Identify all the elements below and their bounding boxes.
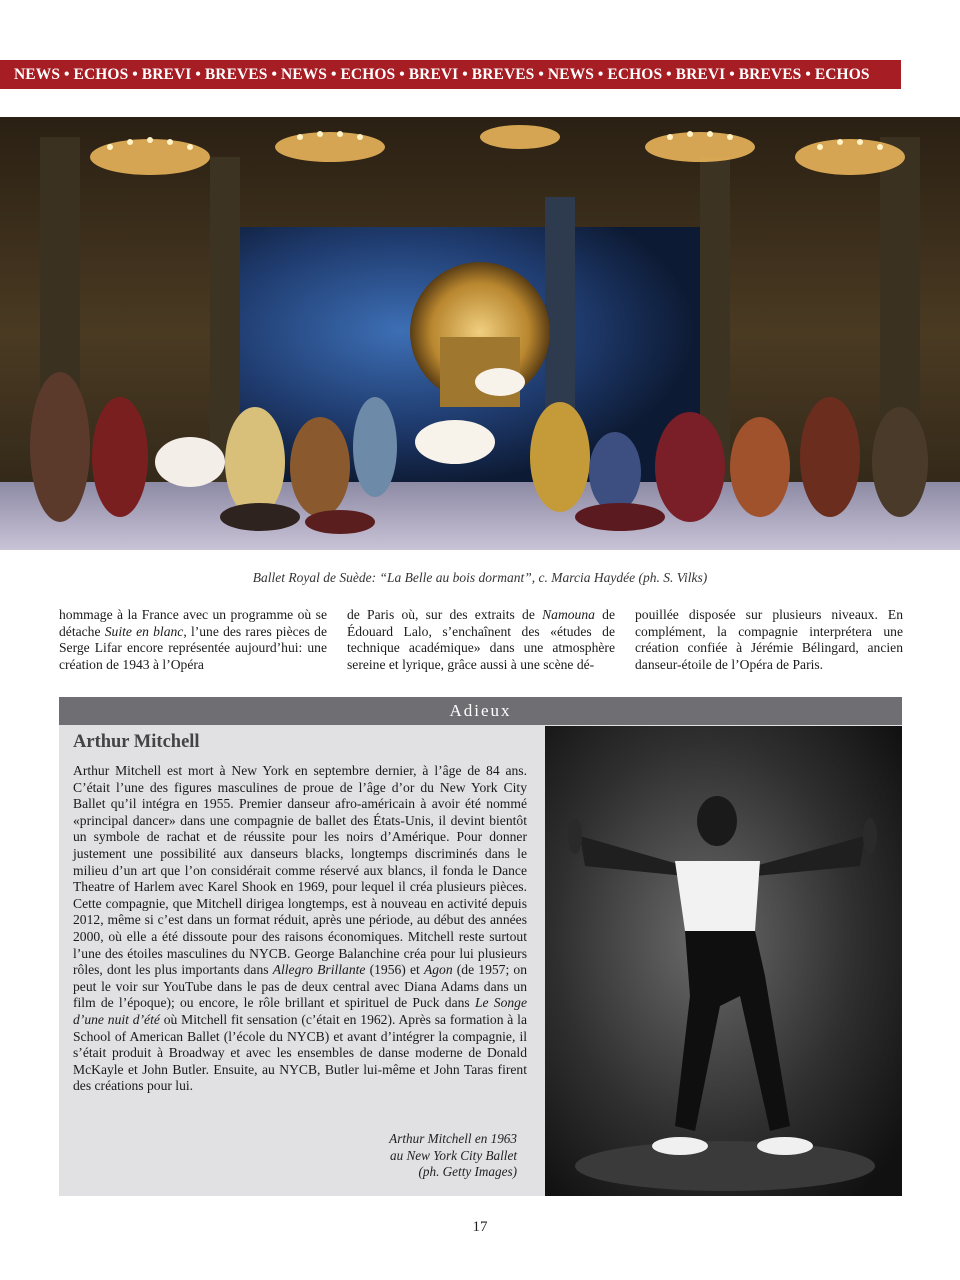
article-column-3: pouillée disposée sur plusieurs niveaux. En complément, la compagnie interprétera une création confiée à Jérémie Bélingard, ancien danseur-étoile de l’Opéra de Paris. — [635, 607, 903, 672]
obituary-title: Arthur Mitchell — [73, 732, 200, 752]
work-title: Le Songe d’une nuit d’été — [73, 995, 527, 1027]
work-title: Namouna — [542, 607, 595, 622]
dancer-portrait-photo — [545, 726, 902, 1196]
text-run: (de 1957; on peut le voir sur YouTube dans le pas de deux central avec Diana Adams dans un film de l’époque); ou encore, le rôle brillant et spirituel de Puck dans — [73, 962, 527, 1011]
adieux-box — [59, 697, 902, 1196]
obituary-text — [73, 763, 527, 1095]
page-number: 17 — [472, 1219, 488, 1235]
caption-line: Arthur Mitchell en 1963 — [389, 1131, 517, 1146]
text-run: de Paris où, sur des extraits de — [347, 607, 543, 622]
text-run: , l’une des rares pièces de Serge Lifar encore représentée aujourd’hui: une création de 1943 à l’Opéra — [59, 623, 328, 672]
text-run: Arthur Mitchell est mort à New York en septembre dernier, à l’âge de 84 ans. C’était l’une des figures masculines de proue de l’âge d’or du New York City Ballet qu’il intégra en 1955. Premier danseur afro-américain à avoir été nommé «principal dancer» dans une compagnie de ballet des États-Unis, il devint bientôt un symbole de rachat et de réussite pour les noirs d’Amérique. Pour donner justement une possibilité aux danseurs blacks, longtemps discriminés dans le milieu d’un art que l’on considérait comme réservé aux blancs, il fonda le Dance Theatre of Harlem avec Karel Shook en 1969, pour lequel il créa plusieurs pièces. Cette compagnie, que Mitchell dirigea longtemps, est à nouveau en activité depuis 2012, même si c’est dans un format réduit, après une période, au début des années 2000, où elle a été dissoute pour des raisons économiques. Mitchell reste surtout l’une des étoiles masculines du NYCB. George Balanchine créa pour lui plusieurs rôles, dont les plus importants dans — [73, 763, 527, 978]
work-title: Suite en blanc — [104, 623, 184, 639]
article-column-1 — [59, 607, 327, 673]
caption-line: (ph. Getty Images) — [418, 1164, 517, 1179]
text-run: hommage à la France avec un programme où se détache — [59, 607, 327, 639]
article-column-2 — [347, 607, 615, 673]
article-columns — [59, 607, 902, 679]
text-run: de Édouard Lalo, s’enchaînent des «études de technique académique» dans une atmosphère sereine et lyrique, grâce aussi à une scène dé- — [347, 607, 615, 672]
caption-line: au New York City Ballet — [390, 1147, 517, 1163]
work-title: Allegro Brillante — [272, 962, 366, 978]
ballet-stage-photo — [0, 117, 960, 550]
section-banner: NEWS • ECHOS • BREVI • BREVES • NEWS • ECHOS • BREVI • BREVES • NEWS • ECHOS • BREVI • BREVES • ECHOS — [0, 60, 901, 89]
text-run: (1956) et — [365, 962, 424, 978]
work-title: Agon — [423, 962, 453, 978]
adieux-header: Adieux — [59, 697, 902, 725]
portrait-caption — [267, 1131, 517, 1181]
photo-caption: Ballet Royal de Suède: “La Belle au bois dormant”, c. Marcia Haydée (ph. S. Vilks) — [252, 570, 708, 585]
text-run: où Mitchell fit sensation (c’était en 1962). Après sa formation à la School of American Ballet (l’école du NYCB) et avant d’intégrer la compagnie, il s’était produit à Broadway et avec les ensembles de danse moderne de Donald McKayle et John Butler. Ensuite, au NYCB, Butler lui-même et John Taras firent des créations pour lui. — [73, 1011, 527, 1094]
